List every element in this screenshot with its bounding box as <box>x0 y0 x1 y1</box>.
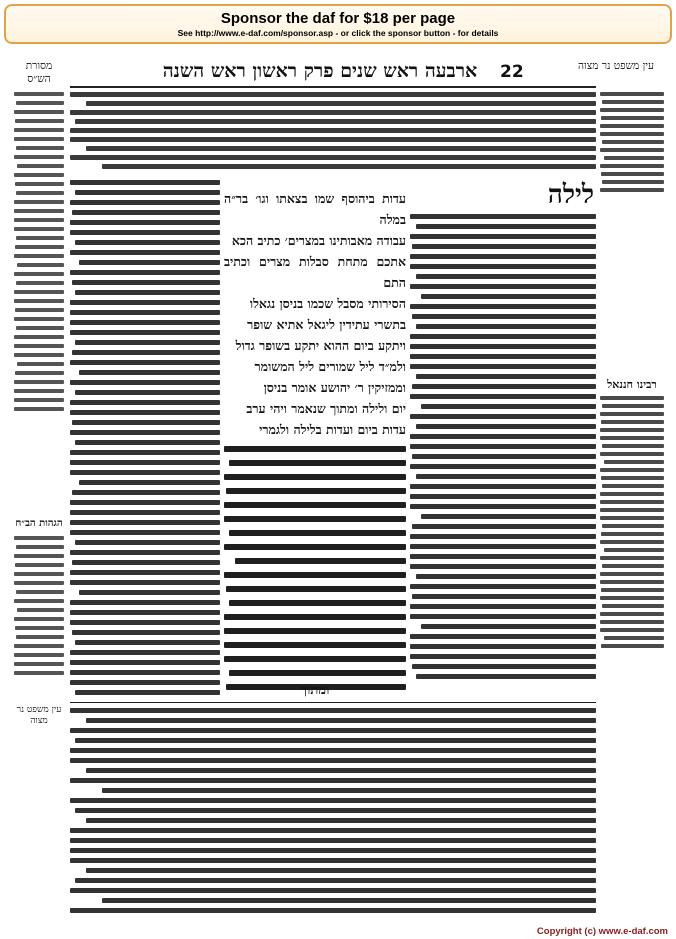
gemara-line: עדות ביהוסף שמו בצאתו וגו׳ בר״ה במלה <box>224 191 406 227</box>
talmud-page <box>10 48 666 928</box>
gemara-line: אתכם מתחת סבלות מצרים וכתיב התם <box>224 254 406 290</box>
sponsor-banner[interactable] <box>4 4 672 44</box>
header-rule <box>70 86 596 88</box>
right-margin-notes <box>600 92 664 202</box>
gemara-line: עבודה מאבותינו במצרים׳ כתיב הכא <box>231 233 406 248</box>
ein-mishpat-heading: עין משפט נר מצוה <box>578 60 654 72</box>
sponsor-title[interactable]: Sponsor the daf for $18 per page <box>220 10 456 27</box>
gemara-line: בתשרי עתידין ליגאל אתיא שופר <box>247 317 406 332</box>
sponsor-subtitle[interactable]: See http://www.e-daf.com/sponsor.asp - or click the sponsor button - for details <box>177 28 499 38</box>
mesoret-hashas-text <box>14 92 64 422</box>
copyright-link[interactable]: Copyright (c) www.e-daf.com <box>536 926 668 937</box>
lower-commentary <box>70 708 596 918</box>
page-number: 22 <box>500 62 524 82</box>
gemara-line: ויתקע ביום ההוא יתקע בשופר גדול <box>235 338 406 353</box>
gemara-closing-word: ומתוך <box>300 683 330 698</box>
top-commentary <box>70 92 596 174</box>
gemara-line: וממזיקין ר׳ יהושע אומר בניסן <box>263 380 406 395</box>
rashi-opening-word: לילה <box>547 180 594 210</box>
hagahot-habach-text <box>14 536 64 686</box>
mesoret-hashas-heading: מסורת הש״ס <box>25 60 53 85</box>
lower-rule <box>70 702 596 703</box>
gemara-line: עדות ביום ועדות בלילה ולגמרי <box>259 422 406 437</box>
gemara-text <box>224 188 406 698</box>
rabbeinu-chananel-title: רבינו חננאל <box>607 378 657 391</box>
gemara-line: הסירותי מסבל שכמו בניסן נגאלו <box>249 296 406 311</box>
rashi-commentary <box>410 180 596 700</box>
running-head: ארבעה ראש שנים פרק ראשון ראש השנה <box>162 60 478 82</box>
left-margin-bottom-note: עין משפט נר מצוה <box>16 705 62 726</box>
gemara-line: יום ולילה ומתוך שנאמר ויהי ערב <box>246 401 406 416</box>
gemara-line: ולמ״ד ליל שמורים ליל המשומר <box>254 359 406 374</box>
tosafot-commentary <box>70 180 220 700</box>
hagahot-habach-title: הגהות הב״ח <box>15 518 63 529</box>
rabbeinu-chananel-text <box>600 396 664 656</box>
gemara-text-continued <box>224 446 406 698</box>
